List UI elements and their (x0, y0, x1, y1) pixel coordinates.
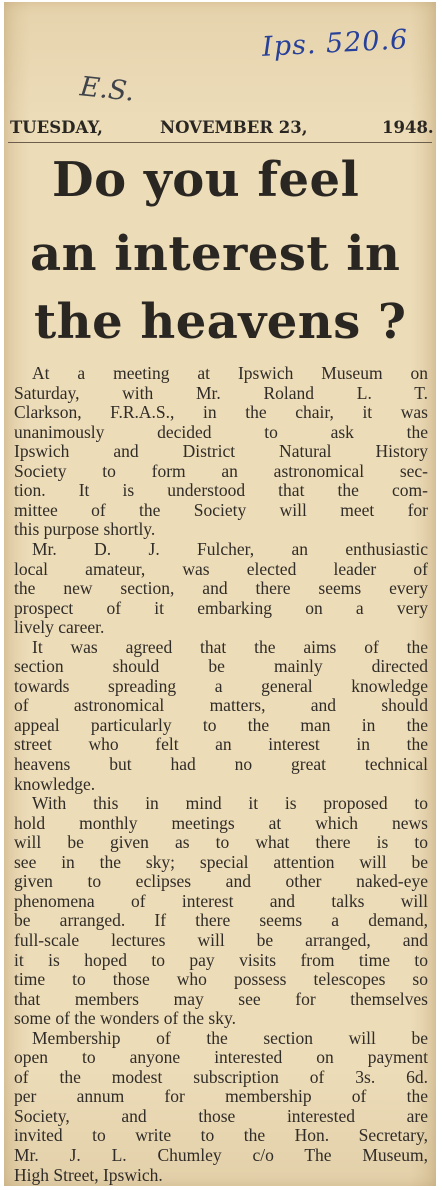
article-line: Mr. J. L. Chumley c/o The Museum, (14, 1145, 428, 1165)
article-line: given to eclipses and other naked-eye (14, 871, 428, 892)
article-line: lively career. (14, 617, 105, 638)
article-line: local amateur, was elected leader of (14, 558, 428, 579)
article-line: of the modest subscription of 3s. 6d. (14, 1066, 428, 1087)
dateline-date: NOVEMBER 23, (160, 118, 308, 137)
dateline-year: 1948. (382, 118, 434, 137)
handwritten-initials: E.S. (78, 71, 136, 108)
article-line: street who felt an interest in the (14, 734, 428, 755)
article-line: At a meeting at Ipswich Museum on (32, 363, 428, 383)
article-line: time to those who possess telescopes so (14, 969, 428, 990)
article-line: Membership of the section will be (32, 1027, 428, 1048)
article-line: tion. It is understood that the com- (14, 480, 428, 501)
article-line: Mr. D. J. Fulcher, an enthusiastic (32, 538, 428, 559)
article-line: mittee of the Society will meet for (14, 499, 428, 520)
article-line: invited to write to the Hon. Secretary, (14, 1125, 428, 1146)
article-line: that members may see for themselves (14, 988, 428, 1009)
article-line: some of the wonders of the sky. (14, 1008, 236, 1029)
article-line: Clarkson, F.R.A.S., in the chair, it was (14, 402, 428, 423)
article-line: Ipswich and District Natural History (14, 441, 428, 462)
article-line: open to anyone interested on payment (14, 1047, 428, 1068)
article-line: of astronomical matters, and should (14, 695, 428, 716)
article-line: High Street, Ipswich. (14, 1164, 163, 1185)
article-line: will be given as to what there is to (14, 832, 428, 853)
article-line: Saturday, with Mr. Roland L. T. (14, 382, 428, 403)
article-line: section should be mainly directed (14, 656, 428, 677)
article-line: see in the sky; special attention will be (14, 851, 428, 872)
article-line: Society to form an astronomical sec- (14, 460, 428, 481)
article-line: hold monthly meetings at which news (14, 812, 428, 833)
masthead-rule (8, 142, 432, 143)
article-line: full-scale lectures will be arranged, and (14, 929, 428, 950)
article-line: it is hoped to pay visits from time to (14, 949, 428, 970)
headline-line-3: the heavens ? (34, 294, 407, 350)
article-line: Society, and those interested are (14, 1105, 428, 1126)
article-line: phenomena of interest and talks will (14, 890, 428, 911)
article-line: heavens but had no great technical (14, 754, 428, 774)
article-line: per annum for membership of the (14, 1086, 428, 1107)
article-line: With this in mind it is proposed to (32, 793, 428, 814)
article-line: It was agreed that the aims of the (32, 636, 428, 657)
headline-line-1: Do you feel (52, 152, 360, 208)
headline-line-2: an interest in (30, 226, 401, 282)
article-line: knowledge. (14, 773, 96, 794)
article-line: this purpose shortly. (14, 519, 156, 540)
article-line: the new section, and there seems every (14, 578, 428, 599)
article-line: towards spreading a general knowledge (14, 675, 428, 696)
article-line: unanimously decided to ask the (14, 421, 428, 442)
dateline-day: TUESDAY, (10, 118, 103, 137)
article-line: be arranged. If there seems a demand, (14, 910, 428, 931)
article-line: appeal particularly to the man in the (14, 714, 428, 735)
handwritten-catalog-number: Ips. 520.6 (261, 24, 409, 63)
article-line: prospect of it embarking on a very (14, 597, 428, 618)
